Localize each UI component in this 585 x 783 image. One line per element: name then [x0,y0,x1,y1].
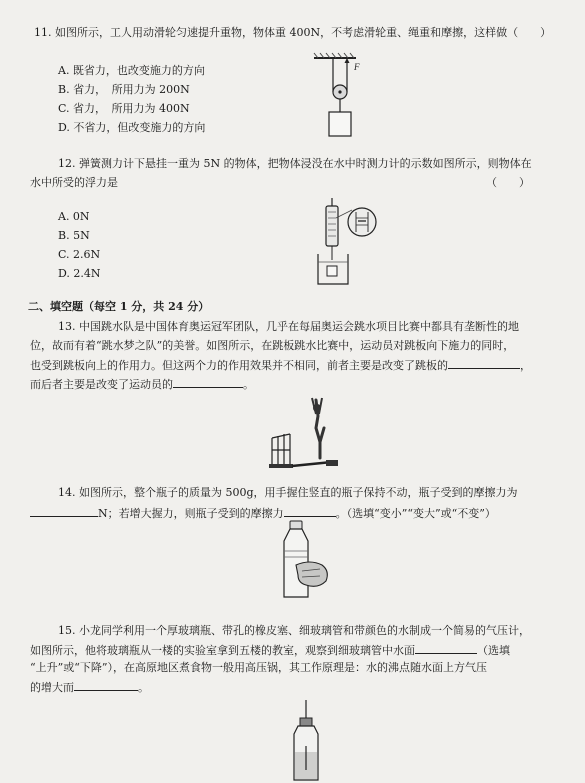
q14-blank-2[interactable] [284,505,336,517]
force-label: F [354,62,360,72]
barometer-figure [286,700,326,782]
q13-line4 [30,376,254,392]
q14-line2-b: 。（选填“变小”“变大”或“不变”） [335,507,496,520]
q13-line3-text: 也受到跳板向上的作用力。但这两个力的作用效果并不相同，前者主要是改变了跳板的 [30,359,448,372]
q12-stem-line2: 水中所受的浮力是 [30,176,118,189]
q12-stem-line1: 12. 弹簧测力计下悬挂一重为 5N 的物体，把物体浸没在水中时测力计的示数如图所示，则物体在 [58,157,532,170]
q12-bracket: （ ） [486,176,530,189]
section-title: 二、填空题（每空 1 分，共 24 分） [28,300,210,313]
q14-line2 [30,505,496,521]
q14-line1: 14. 如图所示，整个瓶子的质量为 500g，用手握住竖直的瓶子保持不动，瓶子受到的摩擦力为 [58,486,518,499]
q13-line4-text: 而后者主要是改变了运动员的 [30,378,173,391]
q15-line2 [30,642,510,658]
q11-stem: 11. 如图所示，工人用动滑轮匀速提升重物，物体重 400N，不考虑滑轮重、绳重和摩擦，这样做（ ） [34,26,552,39]
q15-line1: 15. 小龙同学利用一个厚玻璃瓶、带孔的橡皮塞、细玻璃管和带颜色的水制成一个简易的气压计， [58,624,530,637]
q12-option-d: D. 2.4N [58,267,101,280]
q12-option-a: A. 0N [58,210,90,223]
q13-line2: 位，故而有着“跳水梦之队”的美誉。如图所示，在跳板跳水比赛中，运动员对跳板向下施力的同时， [30,339,515,352]
pulley-figure [312,52,378,144]
q15-line4-a: 的增大而 [30,681,74,694]
q13-blank-1[interactable] [448,357,520,369]
q14-blank-1[interactable] [30,505,98,517]
diver-figure [266,392,352,476]
q13-line1: 13. 中国跳水队是中国体育奥运冠军团队，几乎在每届奥运会跳水项目比赛中都具有垄断性的地 [58,320,519,333]
q15-line2-b: （选填 [477,644,510,657]
q12-option-b: B. 5N [58,229,90,242]
q15-line4 [30,679,149,695]
q11-option-c: C. 省力， 所用力为 400N [58,102,190,115]
q13-line3 [30,357,531,373]
q13-line4-end: 。 [243,378,254,391]
q15-blank-1[interactable] [415,642,477,654]
q11-option-b: B. 省力， 所用力为 200N [58,83,190,96]
q12-option-c: C. 2.6N [58,248,101,261]
spring-scale-figure [310,196,390,288]
q11-option-a: A. 既省力，也改变施力的方向 [58,64,205,77]
q13-line3-end: ， [520,359,531,372]
q15-blank-2[interactable] [74,679,138,691]
q15-line4-b: 。 [138,681,149,694]
q15-line3: “上升”或“下降”），在高原地区煮食物一般用高压锅，其工作原理是：水的沸点随水面上方气压 [30,661,487,674]
q13-blank-2[interactable] [173,376,243,388]
q11-option-d: D. 不省力，但改变施力的方向 [58,121,206,134]
bottle-figure [276,519,332,601]
q15-line2-a: 如图所示，他将玻璃瓶从一楼的实验室拿到五楼的教室，观察到细玻璃管中水面 [30,644,415,657]
q14-line2-a: N；若增大握力，则瓶子受到的摩擦力 [98,507,284,520]
